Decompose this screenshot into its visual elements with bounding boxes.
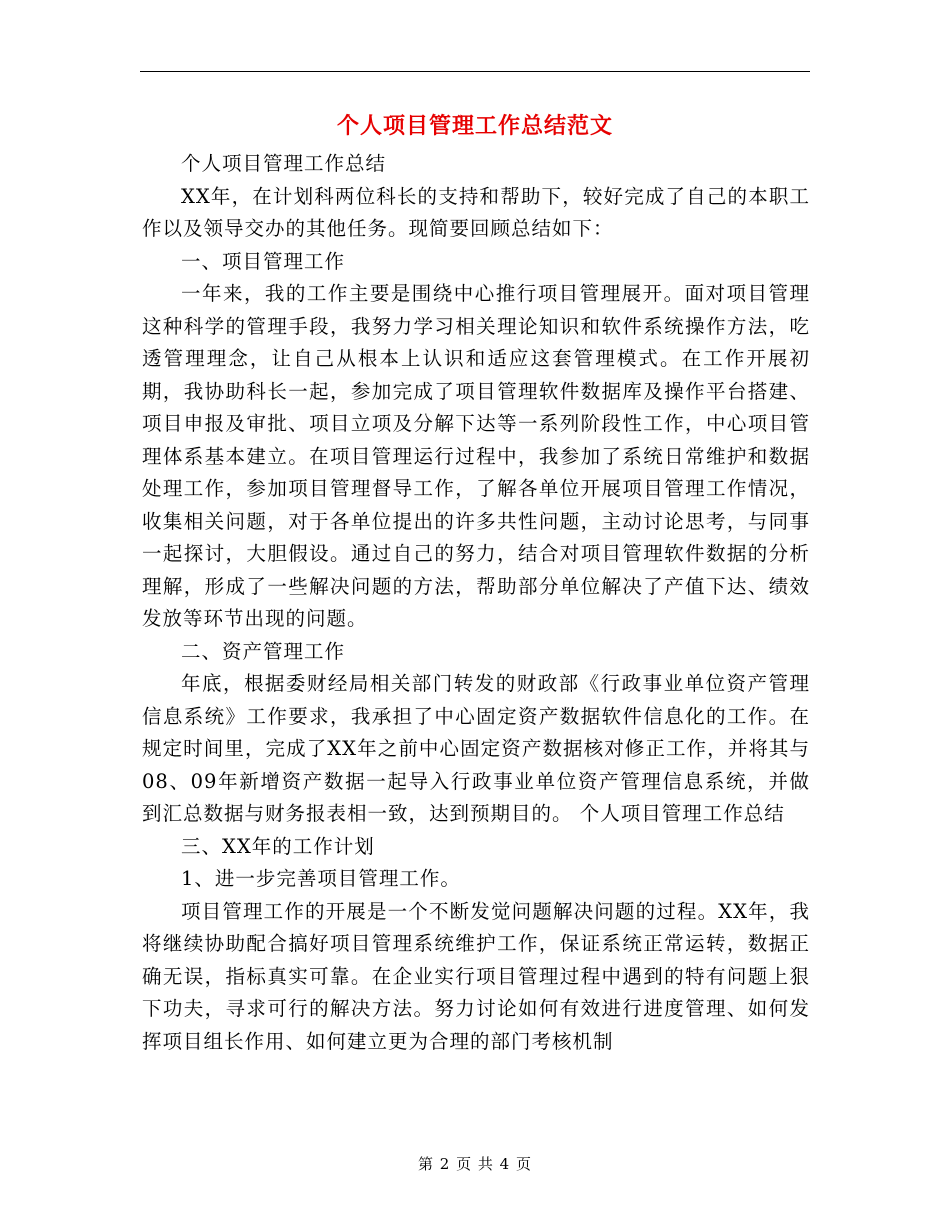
document-body — [142, 148, 810, 1058]
paragraph-intro: XX年，在计划科两位科长的支持和帮助下，较好完成了自己的本职工作以及领导交办的其他任务。现简要回顾总结如下： — [142, 184, 810, 240]
section-heading-asset-management: 二、资产管理工作 — [181, 639, 346, 663]
paragraph-project-management: 一年来，我的工作主要是围绕中心推行项目管理展开。面对项目管理这种科学的管理手段，我努力学习相关理论知识和软件系统操作方法，吃透管理理念，让自己从根本上认识和适应这套管理模式。在工作开展初期，我协助科长一起，参加完成了项目管理软件数据库及操作平台搭建、项目申报及审批、项目立项及分解下达等一系列阶段性工作，中心项目管理体系基本建立。在项目管理运行过程中，我参加了系统日常维护和数据处理工作，参加项目管理督导工作，了解各单位开展项目管理工作情况，收集相关问题，对于各单位提出的许多共性问题，主动讨论思考，与同事一起探讨，大胆假设。通过自己的努力，结合对项目管理软件数据的分析理解，形成了一些解决问题的方法，帮助部分单位解决了产值下达、绩效发放等环节出现的问题。 — [142, 282, 810, 630]
header-rule — [140, 71, 810, 72]
plan-item-1: 1、进一步完善项目管理工作。 — [181, 867, 461, 890]
section-heading-project-management: 一、项目管理工作 — [181, 249, 346, 273]
paragraph-work-plan: 项目管理工作的开展是一个不断发觉问题解决问题的过程。XX年，我将继续协助配合搞好项目管理系统维护工作，保证系统正常运转，数据正确无误，指标真实可靠。在企业实行项目管理过程中遇到的特有问题上狠下功夫，寻求可行的解决方法。努力讨论如何有效进行进度管理、如何发挥项目组长作用、如何建立更为合理的部门考核机制 — [142, 899, 810, 1053]
section-heading-work-plan: 三、XX年的工作计划 — [181, 834, 375, 858]
page-number-footer: 第 2 页 共 4 页 — [418, 1155, 532, 1173]
paragraph-asset-management: 年底，根据委财经局相关部门转发的财政部《行政事业单位资产管理信息系统》工作要求，我承担了中心固定资产数据软件信息化的工作。在规定时间里，完成了XX年之前中心固定资产数据核对修正工作，并将其与08、09年新增资产数据一起导入行政事业单位资产管理信息系统，并做到汇总数据与财务报表相一致，达到预期目的。 个人项目管理工作总结 — [142, 672, 810, 825]
document-title: 个人项目管理工作总结范文 — [336, 113, 613, 139]
paragraph-subtitle: 个人项目管理工作总结 — [181, 152, 387, 175]
